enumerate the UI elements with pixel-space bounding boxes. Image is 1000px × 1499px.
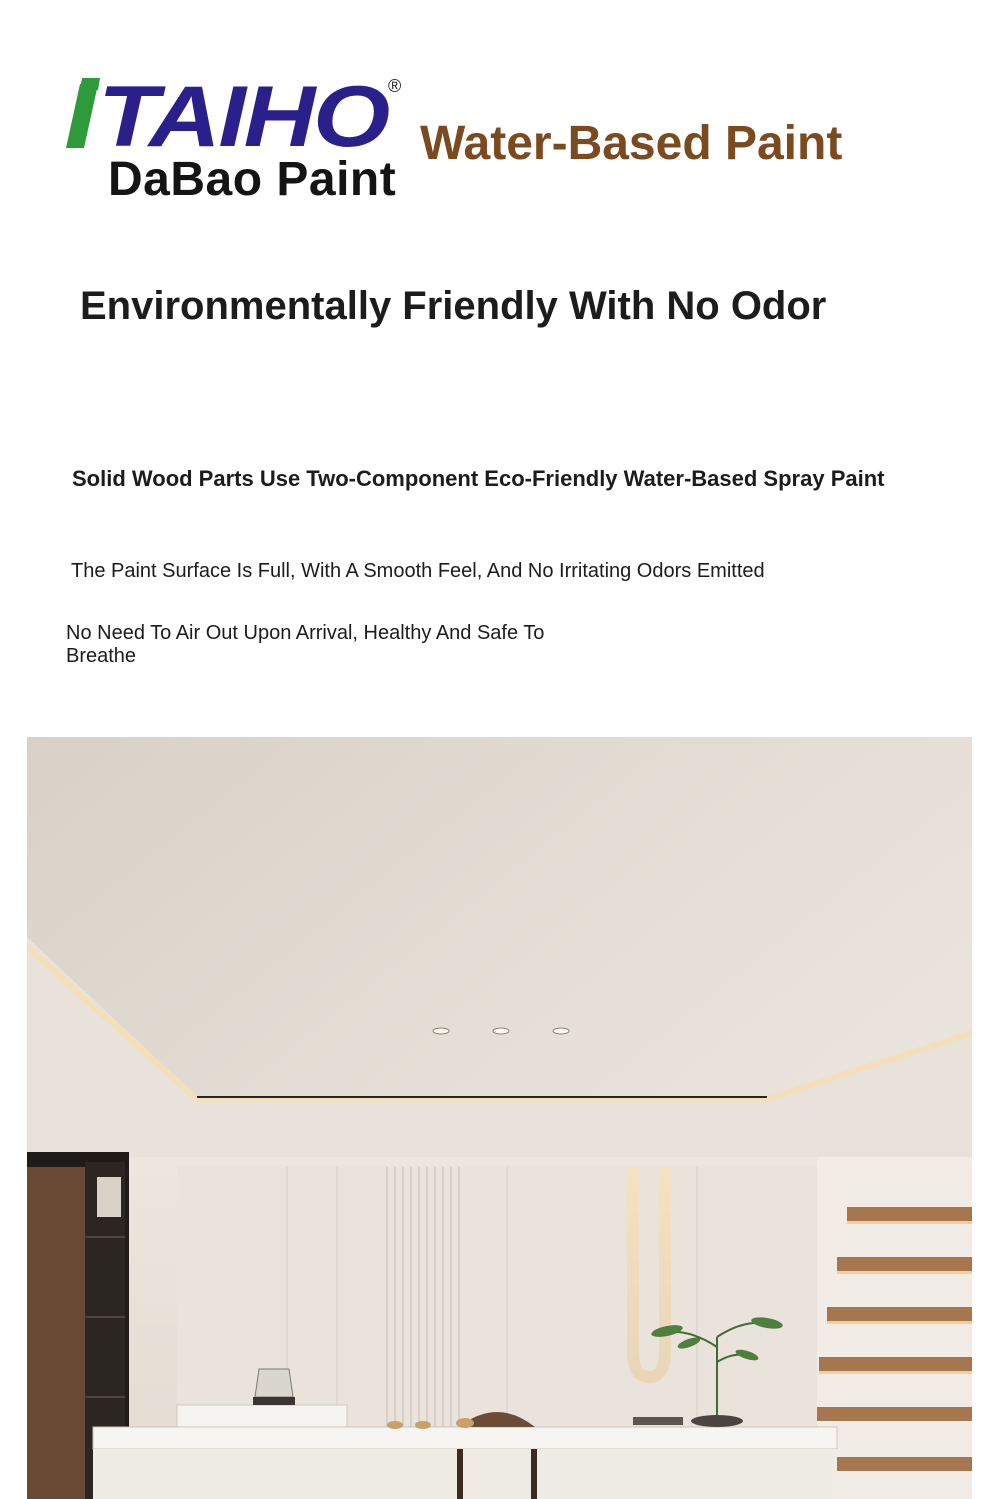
feature-line-1: Solid Wood Parts Use Two-Component Eco-Friendly Water-Based Spray Paint	[72, 466, 885, 491]
registered-mark: ®	[388, 76, 402, 96]
interior-illustration	[27, 737, 972, 1499]
taiho-logo-graphic	[60, 70, 410, 160]
feature-line-3: No Need To Air Out Upon Arrival, Healthy And Safe To Breathe	[66, 622, 545, 667]
interior-photo	[27, 737, 972, 1499]
logo-green-mark	[66, 84, 98, 148]
logo-wordmark: TAIHO	[98, 70, 390, 160]
product-title: Water-Based Paint	[420, 117, 843, 170]
feature-line-2: The Paint Surface Is Full, With A Smooth Feel, And No Irritating Odors Emitted	[71, 560, 765, 582]
sub-brand-name: DaBao Paint	[108, 153, 397, 206]
headline: Environmentally Friendly With No Odor	[80, 284, 827, 328]
